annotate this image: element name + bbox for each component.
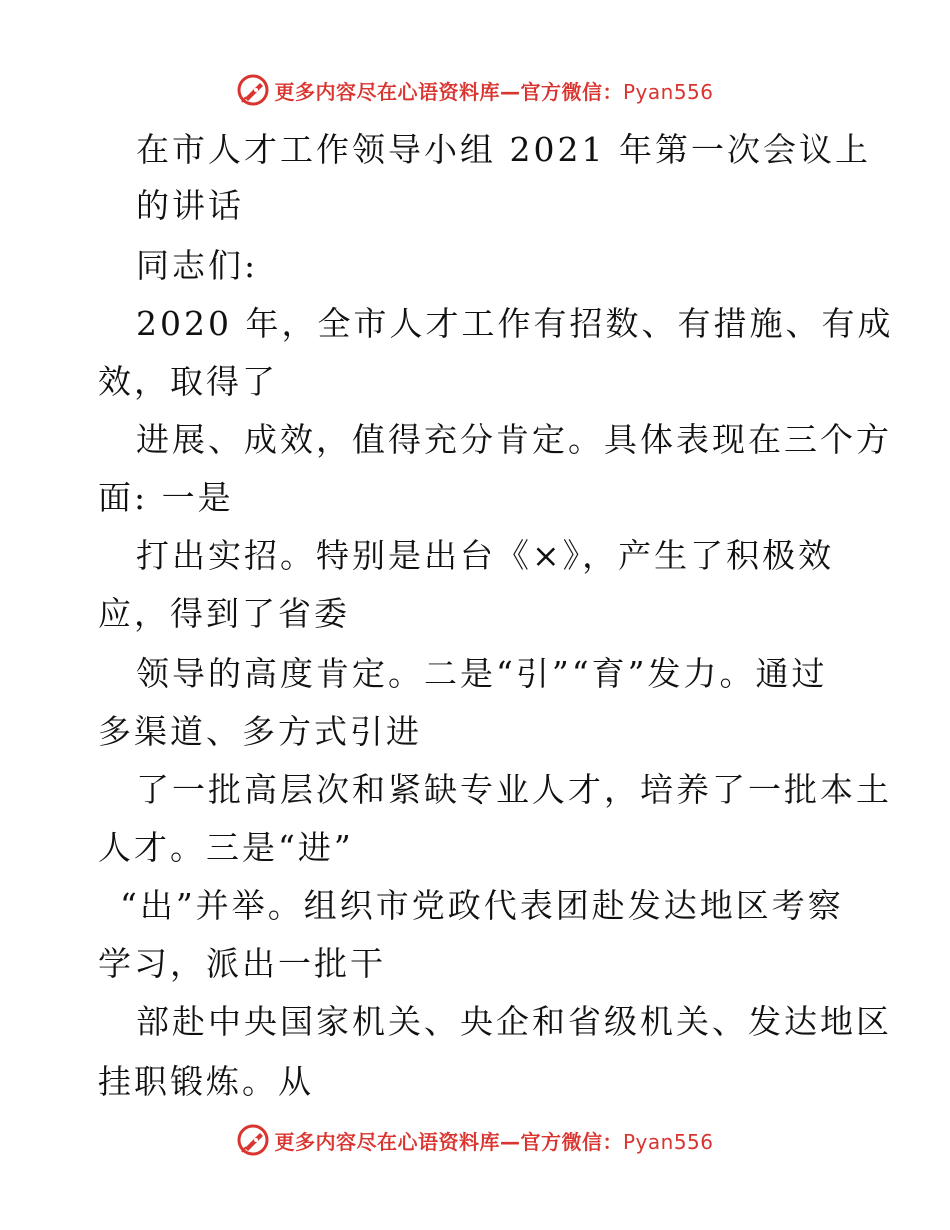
wechat-id: Pyan556 — [622, 79, 714, 104]
wechat-id: Pyan556 — [622, 1129, 714, 1154]
text-line: “出”并举。组织市党政代表团赴发达地区考察 — [120, 886, 844, 925]
footer-watermark — [0, 1120, 950, 1160]
text-line: 挂职锻炼。从 — [98, 1062, 314, 1101]
text-line: 部赴中央国家机关、央企和省级机关、发达地区 — [136, 1002, 892, 1041]
text-line: 打出实招。特别是出台《×》，产生了积极效 — [136, 536, 835, 575]
watermark-text: 更多内容尽在心语资料库—官方微信：Pyan556 — [274, 79, 714, 104]
text-line: 领导的高度肯定。二是“引”“育”发力。通过 — [136, 654, 828, 693]
pen-nib-logo-icon — [236, 73, 270, 107]
text-line: 2020 年，全市人才工作有招数、有措施、有成 — [136, 304, 894, 343]
text-line: 人才。三是“进” — [98, 828, 354, 867]
text-line: 面: 一是 — [98, 478, 234, 517]
text-line: 在市人才工作领导小组 2021 年第一次会议上 — [136, 130, 871, 169]
text-line: 应，得到了省委 — [98, 594, 350, 633]
text-line: 同志们: — [136, 246, 259, 285]
text-line: 效，取得了 — [98, 362, 278, 401]
text-line: 进展、成效，值得充分肯定。具体表现在三个方 — [136, 420, 892, 459]
text-line: 的讲话 — [136, 186, 244, 225]
text-line: 学习，派出一批干 — [98, 944, 386, 983]
text-line: 了一批高层次和紧缺专业人才，培养了一批本土 — [136, 770, 892, 809]
pen-nib-logo-icon — [236, 1123, 270, 1157]
text-line: 多渠道、多方式引进 — [98, 712, 422, 751]
header-watermark — [0, 70, 950, 110]
watermark-text: 更多内容尽在心语资料库—官方微信：Pyan556 — [274, 1129, 714, 1154]
